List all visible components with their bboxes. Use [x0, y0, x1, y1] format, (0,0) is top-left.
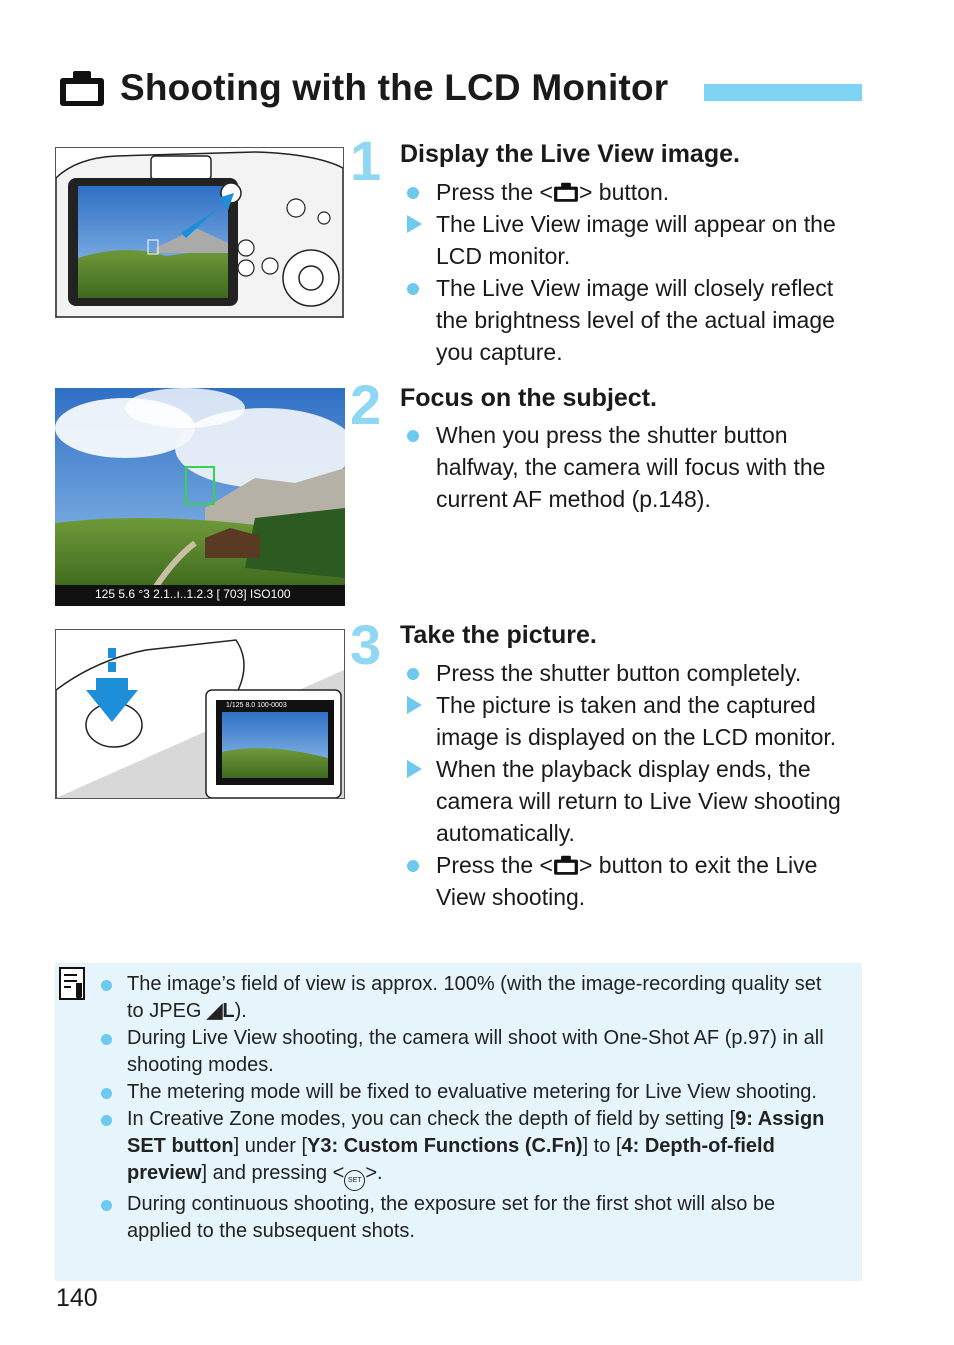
note-text: The image’s field of view is approx. 100% (with the image-recording quality set to JPEG [127, 973, 822, 1022]
list-item: Press the shutter button completely. [404, 657, 864, 689]
note-item [99, 1025, 839, 1079]
step-number: 2 [350, 373, 382, 436]
title-text: Shooting with the LCD Monitor [120, 67, 669, 108]
bullet-icon [407, 187, 419, 199]
bullet-icon [407, 283, 419, 295]
note-text: In Creative Zone modes, you can check the depth of field by setting [ [127, 1108, 736, 1130]
note-text: ). [234, 1000, 247, 1022]
note-text: The metering mode will be fixed to evaluative metering for Live View shooting. [127, 1081, 817, 1103]
note-text: ] to [ [582, 1135, 622, 1157]
note-text: ] under [ [233, 1135, 308, 1157]
bullet-icon [407, 860, 419, 872]
page-number: 140 [56, 1284, 98, 1312]
title-accent-bar [704, 84, 862, 101]
step-number: 3 [350, 613, 382, 676]
step-heading: Take the picture. [400, 621, 597, 649]
note-item [99, 1079, 839, 1106]
bullet-icon [101, 1088, 112, 1099]
bullet-icon [101, 1034, 112, 1045]
shutter-press-illustration [55, 629, 345, 799]
note-text: ] and pressing < [201, 1162, 345, 1184]
step-heading: Display the Live View image. [400, 140, 740, 168]
bullet-icon [101, 980, 112, 991]
note-list [99, 971, 839, 1245]
arrow-icon [407, 215, 422, 233]
page-title [58, 64, 668, 112]
note-item [99, 971, 839, 1025]
step-items [404, 657, 864, 913]
screen-readout: 1/125 8.0 100-0003 [226, 702, 287, 709]
note-text: Υ3: Custom Functions (C.Fn) [307, 1135, 583, 1157]
arrow-icon [407, 696, 422, 714]
memo-icon [59, 967, 87, 1001]
set-button-icon: SET [344, 1170, 365, 1191]
note-text: ◢L [207, 1000, 235, 1022]
step-items [404, 176, 864, 368]
note-box [55, 963, 862, 1281]
bullet-icon [101, 1200, 112, 1211]
camera-icon [58, 68, 106, 108]
list-item: The Live View image will appear on the LCD monitor. [404, 208, 864, 272]
step-items [404, 419, 864, 515]
bullet-icon [407, 430, 419, 442]
arrow-icon [407, 760, 422, 778]
note-text: During Live View shooting, the camera will shoot with One-Shot AF (p.97) in all shooting modes. [127, 1027, 824, 1076]
bullet-icon [407, 668, 419, 680]
screen-readout: 125 5.6 °3 2.1..ı..1.2.3 [ 703] ISO100 [95, 587, 291, 601]
camera-icon [553, 181, 579, 203]
list-item: When you press the shutter button halfway, the camera will focus with the current AF method (p.148). [404, 419, 864, 515]
camera-icon [553, 854, 579, 876]
camera-back-illustration [55, 147, 344, 318]
list-item: The picture is taken and the captured image is displayed on the LCD monitor. [404, 689, 864, 753]
note-text: >. [365, 1162, 383, 1184]
note-text: During continuous shooting, the exposure set for the first shot will also be applied to the subsequent shots. [127, 1193, 776, 1242]
bullet-icon [101, 1115, 112, 1126]
live-view-photo [55, 388, 345, 606]
list-item: When the playback display ends, the camera will return to Live View shooting automatically. [404, 753, 864, 849]
note-text: 4: Depth-of-field preview [127, 1135, 775, 1184]
note-item [99, 1106, 839, 1191]
step-heading: Focus on the subject. [400, 384, 657, 412]
list-item: Press the < > button to exit the Live View shooting. [404, 849, 864, 913]
note-item [99, 1191, 839, 1245]
list-item: The Live View image will closely reflect the brightness level of the actual image you capture. [404, 272, 864, 368]
list-item: Press the < > button. [404, 176, 864, 208]
note-text: 9: Assign SET button [127, 1108, 825, 1157]
step-number: 1 [350, 129, 382, 192]
